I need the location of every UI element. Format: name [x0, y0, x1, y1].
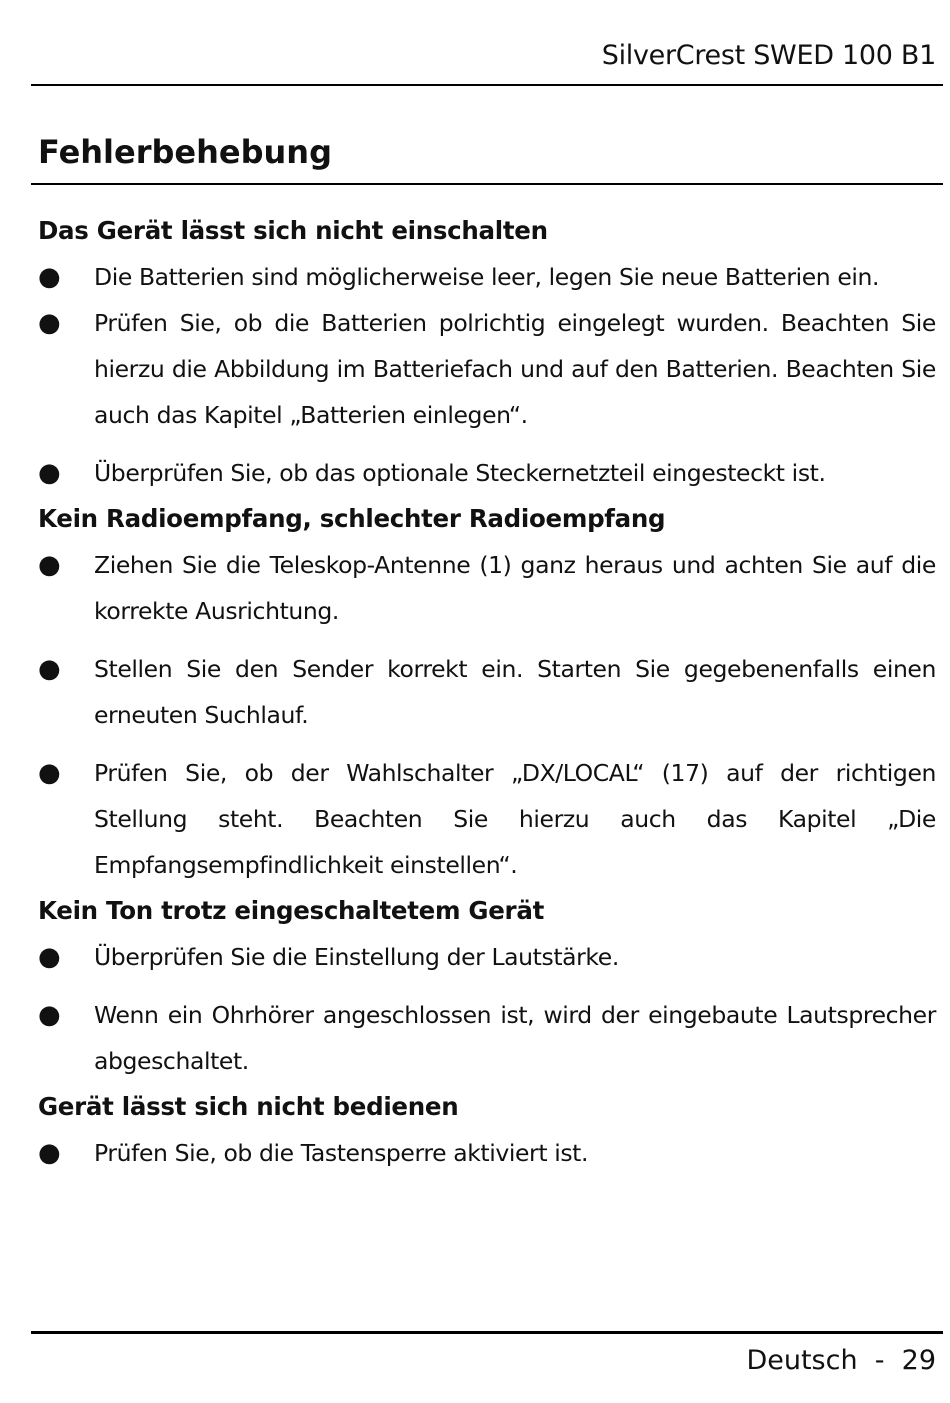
list-item — [38, 542, 936, 634]
list-item-text: Prüfen Sie, ob die Tastensperre aktiviert ist. — [94, 1139, 589, 1167]
bullet-icon: ● — [38, 458, 61, 488]
troubleshooting-content — [38, 208, 936, 1176]
list-item — [38, 1130, 936, 1176]
section-device-wont-turn-on — [38, 208, 936, 496]
bullet-list — [38, 254, 936, 496]
section-heading: Kein Ton trotz eingeschaltetem Gerät — [38, 896, 544, 925]
list-item — [38, 992, 936, 1084]
section-no-radio-reception — [38, 496, 936, 888]
list-item-text: Stellen Sie den Sender korrekt ein. Starten Sie gegebenenfalls einen erneuten Suchlauf. — [94, 655, 936, 729]
bullet-list — [38, 934, 936, 1084]
list-item-text: Wenn ein Ohrhörer angeschlossen ist, wird der eingebaute Lautsprecher abgeschaltet. — [94, 1001, 936, 1075]
bullet-icon: ● — [38, 1138, 61, 1168]
header-divider — [31, 84, 943, 86]
list-item-text: Überprüfen Sie, ob das optionale Steckernetzteil eingesteckt ist. — [94, 459, 826, 487]
bullet-icon: ● — [38, 758, 61, 788]
running-header: SilverCrest SWED 100 B1 — [601, 40, 936, 71]
list-item — [38, 646, 936, 738]
bullet-icon: ● — [38, 308, 61, 338]
list-item — [38, 254, 936, 300]
list-item — [38, 300, 936, 438]
section-heading: Kein Radioempfang, schlechter Radioempfang — [38, 504, 666, 533]
bullet-icon: ● — [38, 654, 61, 684]
section-no-sound — [38, 888, 936, 1084]
section-heading: Das Gerät lässt sich nicht einschalten — [38, 216, 548, 245]
bullet-icon: ● — [38, 262, 61, 292]
section-heading: Gerät lässt sich nicht bedienen — [38, 1092, 459, 1121]
list-item — [38, 934, 936, 980]
page-title: Fehlerbehebung — [38, 133, 332, 171]
bullet-list — [38, 542, 936, 888]
section-device-not-operable — [38, 1084, 936, 1176]
bullet-icon: ● — [38, 550, 61, 580]
list-item-text: Prüfen Sie, ob die Batterien polrichtig eingelegt wurden. Beachten Sie hierzu die Abbildung im Batteriefach und auf den Batterien. Beachten Sie auch das Kapitel „Batterien einlegen“. — [94, 309, 936, 429]
page-footer: Deutsch - 29 — [746, 1345, 936, 1376]
list-item — [38, 450, 936, 496]
footer-divider — [31, 1331, 943, 1334]
list-item-text: Ziehen Sie die Teleskop-Antenne (1) ganz heraus und achten Sie auf die korrekte Ausrichtung. — [94, 551, 936, 625]
list-item-text: Prüfen Sie, ob der Wahlschalter „DX/LOCAL“ (17) auf der richtigen Stellung steht. Beachten Sie hierzu auch das Kapitel „Die Empfangsempfindlichkeit einstellen“. — [94, 759, 936, 879]
bullet-list — [38, 1130, 936, 1176]
list-item-text: Überprüfen Sie die Einstellung der Lautstärke. — [94, 943, 619, 971]
bullet-icon: ● — [38, 942, 61, 972]
list-item — [38, 750, 936, 888]
title-divider — [31, 183, 943, 185]
bullet-icon: ● — [38, 1000, 61, 1030]
list-item-text: Die Batterien sind möglicherweise leer, legen Sie neue Batterien ein. — [94, 263, 880, 291]
